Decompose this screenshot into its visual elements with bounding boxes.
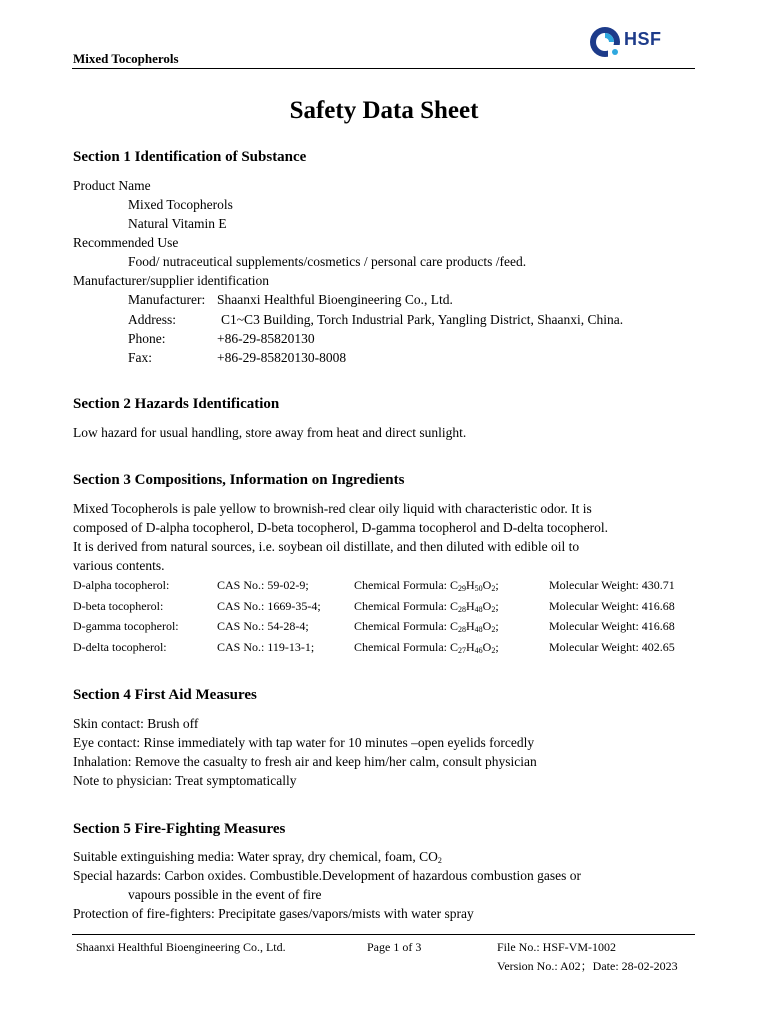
ingredient-cas: CAS No.: 59-02-9;	[217, 578, 309, 592]
ingredient-name: D-gamma tocopherol:	[73, 619, 179, 633]
special-hazards-line-1: Special hazards: Carbon oxides. Combustible.Development of hazardous combustion gases or	[73, 868, 582, 883]
extinguishing-media: Suitable extinguishing media: Water spray, dry chemical, foam, $CO_2$	[73, 849, 442, 865]
fax-key: Fax:	[128, 350, 153, 365]
section2-heading: Section 2 Hazards Identification	[73, 396, 280, 412]
ingredient-cas: CAS No.: 54-28-4;	[217, 619, 309, 633]
fax-value: +86-29-85820130-8008	[217, 350, 347, 365]
address-key: Address:	[128, 312, 176, 327]
manufacturer-section-label: Manufacturer/supplier identification	[73, 273, 270, 288]
manufacturer-value: Shaanxi Healthful Bioengineering Co., Ltd.	[217, 292, 453, 307]
composition-line-3: It is derived from natural sources, i.e. soybean oil distillate, and then diluted with edible oil to	[73, 539, 580, 554]
address-value: C1~C3 Building, Torch Industrial Park, Yangling District, Shaanxi, China.	[221, 312, 624, 327]
footer-page-number: Page 1 of 3	[367, 940, 422, 954]
product-name-label: Product Name	[73, 178, 151, 193]
ingredient-mw: Molecular Weight: 416.68	[549, 599, 675, 613]
logo-text: HSF	[624, 29, 662, 49]
company-logo	[588, 24, 700, 60]
document-title: Safety Data Sheet	[289, 97, 479, 124]
product-name-2: Natural Vitamin E	[128, 216, 227, 231]
header-product-name: Mixed Tocopherols	[73, 51, 179, 66]
section1-heading: Section 1 Identification of Substance	[73, 149, 307, 165]
section5-heading: Section 5 Fire-Fighting Measures	[73, 821, 286, 837]
ingredient-cas: CAS No.: 1669-35-4;	[217, 599, 321, 613]
ingredient-formula: Chemical Formula: $C_{28}H_{48}O_2$;	[354, 619, 499, 634]
ingredient-name: D-alpha tocopherol:	[73, 578, 170, 592]
recommended-use-label: Recommended Use	[73, 235, 179, 250]
ingredient-mw: Molecular Weight: 402.65	[549, 640, 675, 654]
composition-line-1: Mixed Tocopherols is pale yellow to brownish-red clear oily liquid with characteristic odor. It is	[73, 501, 592, 516]
recommended-use-value: Food/ nutraceutical supplements/cosmetics / personal care products /feed.	[128, 254, 527, 269]
header-divider	[72, 68, 695, 69]
section4-heading: Section 4 First Aid Measures	[73, 687, 257, 703]
manufacturer-key: Manufacturer:	[128, 292, 206, 307]
hsf-logo-icon	[588, 25, 622, 59]
ingredient-mw: Molecular Weight: 416.68	[549, 619, 675, 633]
footer-version: Version No.: A02；Date: 28-02-2023	[497, 959, 678, 973]
first-aid-skin: Skin contact: Brush off	[73, 716, 199, 731]
hazards-text: Low hazard for usual handling, store away from heat and direct sunlight.	[73, 425, 467, 440]
footer-company: Shaanxi Healthful Bioengineering Co., Ltd.	[76, 940, 286, 954]
composition-line-4: various contents.	[73, 558, 165, 573]
ingredient-formula: Chemical Formula: $C_{27}H_{46}O_2$;	[354, 640, 499, 655]
ingredient-formula: Chemical Formula: $C_{28}H_{48}O_2$;	[354, 599, 499, 614]
section3-heading: Section 3 Compositions, Information on Ingredients	[73, 472, 405, 488]
ingredient-formula: Chemical Formula: $C_{29}H_{50}O_2$;	[354, 578, 499, 593]
phone-value: +86-29-85820130	[217, 331, 315, 346]
ingredient-mw: Molecular Weight: 430.71	[549, 578, 675, 592]
first-aid-eye: Eye contact: Rinse immediately with tap water for 10 minutes –open eyelids forcedly	[73, 735, 535, 750]
fire-fighter-protection: Protection of fire-fighters: Precipitate gases/vapors/mists with water spray	[73, 906, 474, 921]
product-name-1: Mixed Tocopherols	[128, 197, 233, 212]
composition-line-2: composed of D-alpha tocopherol, D-beta tocopherol, D-gamma tocopherol and D-delta tocopherol.	[73, 520, 608, 535]
first-aid-inhalation: Inhalation: Remove the casualty to fresh air and keep him/her calm, consult physician	[73, 754, 537, 769]
phone-key: Phone:	[128, 331, 166, 346]
footer-file-no: File No.: HSF-VM-1002	[497, 940, 617, 954]
footer-divider	[72, 934, 695, 935]
ingredient-cas: CAS No.: 119-13-1;	[217, 640, 315, 654]
ingredient-name: D-beta tocopherol:	[73, 599, 164, 613]
ingredient-name: D-delta tocopherol:	[73, 640, 167, 654]
special-hazards-line-2: vapours possible in the event of fire	[128, 887, 322, 902]
first-aid-physician: Note to physician: Treat symptomatically	[73, 773, 297, 788]
